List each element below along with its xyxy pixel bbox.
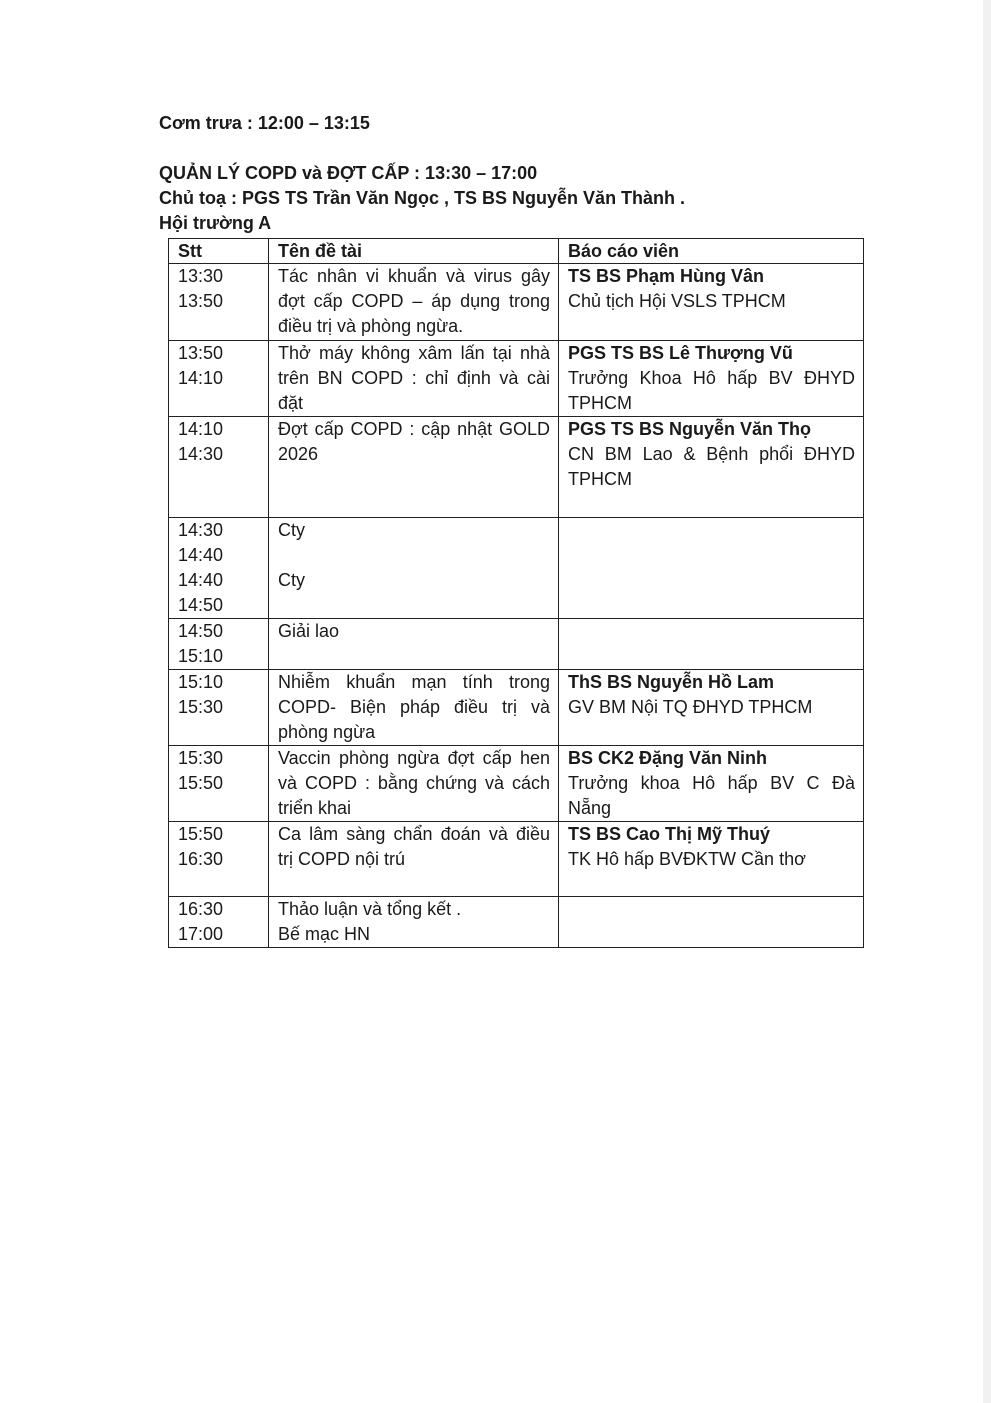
table-row: [169, 822, 864, 897]
topic-text: Thở máy không xâm lấn tại nhà trên BN COPD : chỉ định và cài đặt: [278, 343, 550, 413]
time-slot: 13:50: [178, 291, 224, 311]
time-slot: 14:50: [178, 621, 224, 641]
time-slot: 14:50: [178, 595, 224, 615]
speaker-role: Trưởng khoa Hô hấp BV C Đà Nẵng: [568, 773, 855, 818]
topic-text: Cty: [278, 520, 305, 540]
time-slot: 14:40: [178, 545, 224, 565]
time-cell: [169, 670, 269, 746]
time-slot: 15:50: [178, 824, 224, 844]
lunch-break-text: Cơm trưa : 12:00 – 13:15: [159, 113, 370, 133]
speaker-cell: [559, 746, 864, 822]
table-row: [169, 417, 864, 518]
table-row: [169, 897, 864, 948]
time-slot: 15:30: [178, 748, 224, 768]
time-cell: [169, 341, 269, 417]
time-slot: 16:30: [178, 899, 224, 919]
table-row: [169, 746, 864, 822]
topic-cell: [269, 264, 559, 341]
time-slot: 17:00: [178, 924, 224, 944]
time-cell: [169, 746, 269, 822]
time-cell: [169, 417, 269, 518]
time-cell: [169, 518, 269, 619]
table-row: [169, 670, 864, 746]
speaker-cell: [559, 264, 864, 341]
topic-cell: [269, 822, 559, 897]
topic-cell: [269, 670, 559, 746]
speaker-role: GV BM Nội TQ ĐHYD TPHCM: [568, 697, 813, 717]
speaker-name: PGS TS BS Lê Thượng Vũ: [568, 343, 793, 363]
speaker-cell: [559, 822, 864, 897]
table-row: [169, 264, 864, 341]
time-slot: 15:30: [178, 697, 224, 717]
time-cell: [169, 897, 269, 948]
speaker-role: Trưởng Khoa Hô hấp BV ĐHYD TPHCM: [568, 368, 855, 413]
time-slot: 13:30: [178, 266, 224, 286]
topic-text: Đợt cấp COPD : cập nhật GOLD 2026: [278, 419, 550, 464]
topic-text: Ca lâm sàng chẩn đoán và điều trị COPD nội trú: [278, 824, 550, 869]
header-topic: Tên đề tài: [269, 239, 559, 264]
topic-cell: [269, 897, 559, 948]
speaker-cell: [559, 619, 864, 670]
speaker-cell: [559, 897, 864, 948]
hall-name: Hội trường A: [159, 213, 272, 233]
table-row: [169, 518, 864, 619]
time-cell: [169, 619, 269, 670]
speaker-role: TK Hô hấp BVĐKTW Cần thơ: [568, 849, 806, 869]
table-row: [169, 341, 864, 417]
time-slot: 15:10: [178, 646, 224, 666]
speaker-name: ThS BS Nguyễn Hồ Lam: [568, 672, 775, 692]
time-slot: 15:50: [178, 773, 224, 793]
speaker-name: BS CK2 Đặng Văn Ninh: [568, 748, 768, 768]
session-chairs: Chủ toạ : PGS TS Trần Văn Ngọc , TS BS Nguyễn Văn Thành .: [159, 188, 686, 208]
topic-text: Bế mạc HN: [278, 924, 371, 944]
schedule-table: [168, 238, 864, 948]
table-row: [169, 619, 864, 670]
speaker-cell: [559, 518, 864, 619]
table-header-row: [169, 239, 864, 264]
time-slot: 14:30: [178, 520, 224, 540]
session-title: QUẢN LÝ COPD và ĐỢT CẤP : 13:30 – 17:00: [159, 163, 538, 183]
header-speaker: Báo cáo viên: [559, 239, 864, 264]
speaker-cell: [559, 417, 864, 518]
speaker-cell: [559, 341, 864, 417]
time-cell: [169, 264, 269, 341]
topic-text: Nhiễm khuẩn mạn tính trong COPD- Biện pháp điều trị và phòng ngừa: [278, 672, 550, 742]
speaker-role: CN BM Lao & Bệnh phổi ĐHYD TPHCM: [568, 444, 855, 489]
scan-edge: [983, 0, 991, 1403]
time-slot: 16:30: [178, 849, 224, 869]
topic-text: Cty: [278, 570, 305, 590]
speaker-name: TS BS Cao Thị Mỹ Thuý: [568, 824, 771, 844]
topic-text: [278, 593, 550, 618]
speaker-name: TS BS Phạm Hùng Vân: [568, 266, 765, 286]
time-slot: 14:30: [178, 444, 224, 464]
time-cell: [169, 822, 269, 897]
topic-cell: [269, 619, 559, 670]
speaker-cell: [559, 670, 864, 746]
topic-text: Thảo luận và tổng kết .: [278, 899, 462, 919]
speaker-name: PGS TS BS Nguyễn Văn Thọ: [568, 419, 812, 439]
time-slot: 15:10: [178, 672, 224, 692]
topic-text: Tác nhân vi khuẩn và virus gây đợt cấp COPD – áp dụng trong điều trị và phòng ngừa.: [278, 266, 550, 336]
time-slot: 14:40: [178, 570, 224, 590]
time-slot: 14:10: [178, 368, 224, 388]
topic-cell: [269, 518, 559, 619]
topic-cell: [269, 417, 559, 518]
time-slot: 14:10: [178, 419, 224, 439]
speaker-role: Chủ tịch Hội VSLS TPHCM: [568, 291, 786, 311]
time-slot: 13:50: [178, 343, 224, 363]
topic-text: Vaccin phòng ngừa đợt cấp hen và COPD : bằng chứng và cách triển khai: [278, 748, 550, 818]
topic-text: Giải lao: [278, 621, 340, 641]
topic-cell: [269, 341, 559, 417]
topic-cell: [269, 746, 559, 822]
header-stt: Stt: [169, 239, 269, 264]
topic-text: [278, 543, 550, 568]
